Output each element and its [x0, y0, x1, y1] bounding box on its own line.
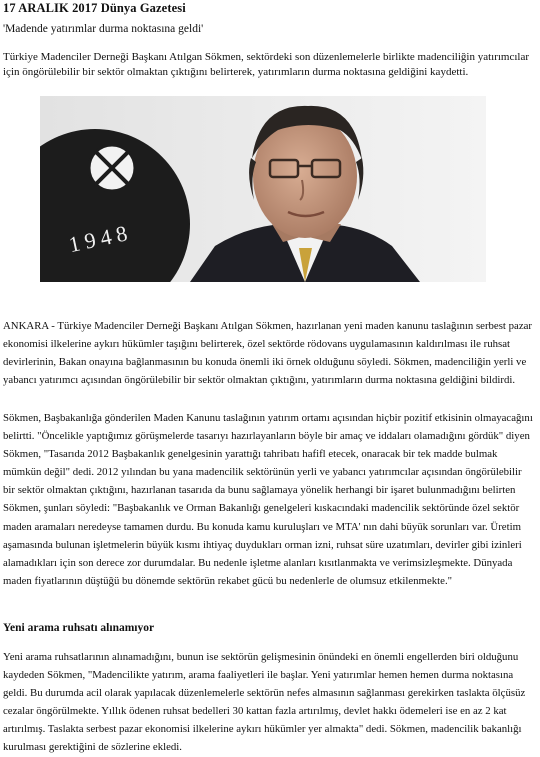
- article-paragraph-3: Yeni arama ruhsatlarının alınamadığını, bunun ise sektörün gelişmesinin önündeki en önemli engellerden biri olduğunu kaydeden Sökmen, "Madencilikte yatırım, arama faaliyetleri ile başlar. Yeni yatırımlar hemen hemen durma noktasına geldi. Bu durumda acil olarak yapılacak düzenlemelerle sektörün nefes almasının sağlanması gerekirken taslakta ölçüsüz cezalar öngörülmekte. Yıllık ödenen ruhsat bedelleri 30 kattan fazla artırılmış, devlet hakkı ödemeleri ise en az 2 kat artırılmış. Taslakta serbest pazar ekonomisi ilkelerine aykırı hükümler yer almakta" dedi. Sökmen, madencilik bakanlığı kurulması gerektiğini de sözlerine ekledi.: [3, 651, 526, 754]
- section-subheading: Yeni arama ruhsatı alınamıyor: [3, 622, 155, 634]
- portrait-photo: [40, 96, 486, 282]
- article-paragraph-1: ANKARA - Türkiye Madenciler Derneği Başkanı Atılgan Sökmen, hazırlanan yeni maden kanunu taslağının serbest pazar ekonomisi ilkelerine aykırı hükümler taşığını belirterek, özel sektörde rödovans uygulamasının kaldırılması ile ruhsat devirlerinin, Bakan onayına bağlanmasının bu konuda önemli iki örnek olduğunu söyledi. Sökmen, madenciliğin yerli ve yabancı yatırımcı açısından öngörülebilir bir sektör olmaktan çıktığını, yatırımların durma noktasına geldiğini bildirdi.: [3, 320, 532, 387]
- lead-paragraph: Türkiye Madenciler Derneği Başkanı Atılgan Sökmen, sektördeki son düzenlemelerle birlikte madenciliğin yatırımcılar için öngörülebilir bir sektör olmaktan çıktığını belirterek, yatırımların durma noktasına geldiğini kaydetti.: [3, 51, 530, 78]
- article-paragraph-2: Sökmen, Başbakanlığa gönderilen Maden Kanunu taslağının yatırım ortamı açısından hiçbir pozitif etkisinin olmayacağını belirtti. "Öncelikle yaptığımız görüşmelerde tasarıyı hazırlayanların böyle bir amaç ve iddaları olamadığını gördük" diyen Sökmen, "Tasarıda 2012 Başbakanlık genelgesinin yarattığı tahribatı hafifl etecek, onaracak bir tek madde bulmak mümkün değil" dedi. 2012 yılından bu yana madencilik sektörünün yerli ve yabancı yatırımcılar açısından öngörülebilir bir sektör olmaktan çıktığını, hazırlanan tasarıda da bunu sağlamaya yönelik herhangi bir işaret bulunmadığını belirten Sökmen, şunları söyledi: "Başbakanlık ve Orman Bakanlığı genelgeleri kıskacındaki madencilik sektöründe özel sektör maden aramaları neredeyse tamamen durdu. Bu konuda kamu kuruluşları ve MTA' nın dahi büyük sorunları var. Üretim aşamasında bulunan işletmelerin büyük kısmı ihtiyaç duydukları orman izni, ruhsat süre uzatımları, devirler gibi izinleri alamadıkları için son derece zor durumdalar. Bu nedenle işletme alanları kısıtlanmakta ve verimsizleşmekte. Dünyada maden fiyatlarının düştüğü bu dönemde sektörün rekabet gücü bu nedenlerle de olumsuz etkilenmekte.": [3, 412, 533, 587]
- logo-year: 1948: [66, 219, 135, 258]
- portrait-illustration: [40, 96, 486, 282]
- dateline: 17 ARALIK 2017 Dünya Gazetesi: [3, 1, 186, 15]
- headline-quote: 'Madende yatırımlar durma noktasına geldi': [3, 23, 204, 35]
